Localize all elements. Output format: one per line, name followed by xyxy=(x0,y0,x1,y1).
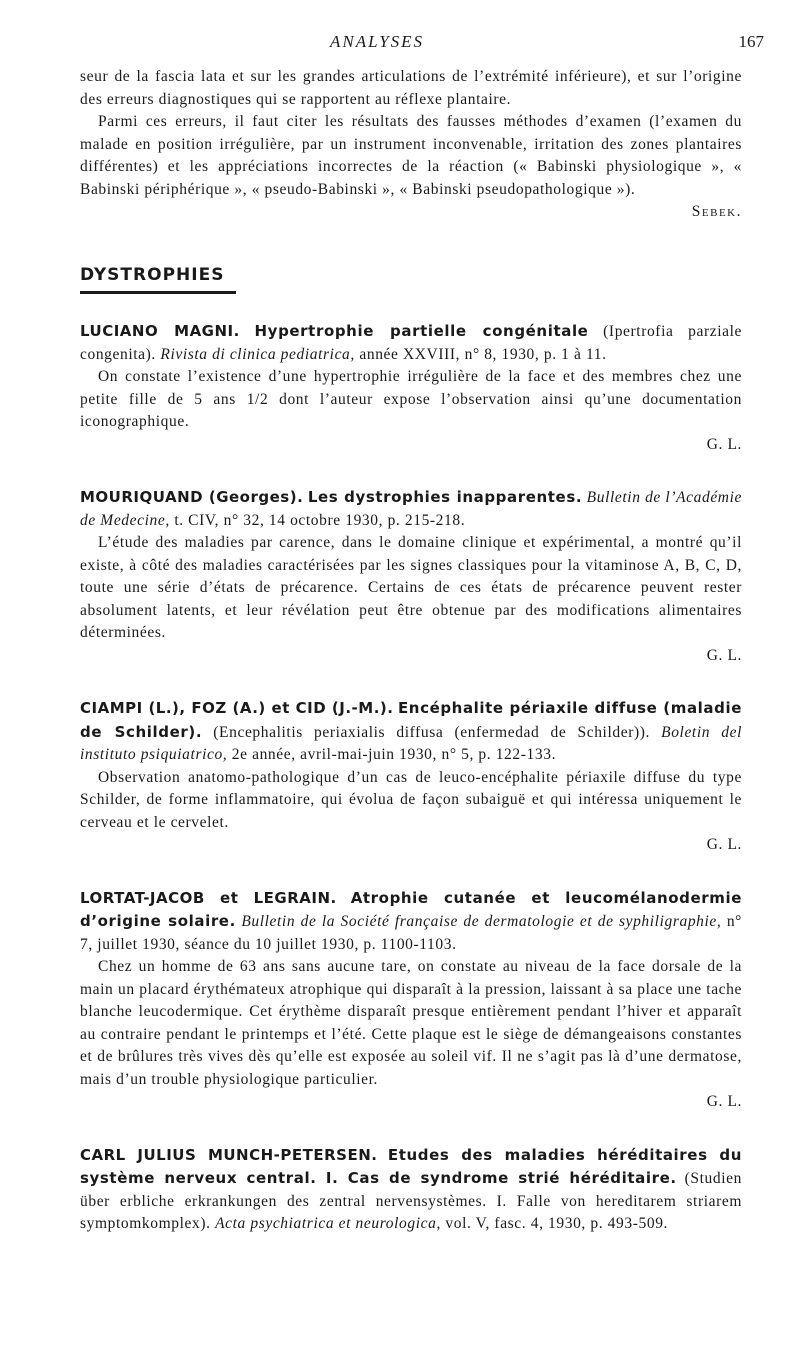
abstract-entry xyxy=(80,486,742,667)
entry-original-title: (Studien über erbliche erkrankungen des zentral nervensystèmes. I. Falle von hereditarem striarem symptomkomplex). xyxy=(80,1170,742,1232)
intro-paragraph: seur de la fascia lata et sur les grandes articulations de l’extrémité inférieure), et sur l’origine des erreurs diagnostiques qui se rapportent au réflexe plantaire. xyxy=(80,68,742,108)
entry-citation: vol. V, fasc. 4, 1930, p. 493-509. xyxy=(445,1215,669,1232)
page-number: 167 xyxy=(738,32,764,51)
abstract-entry xyxy=(80,320,742,456)
entry-heading xyxy=(80,320,742,366)
review-signature: G. L. xyxy=(706,836,742,853)
abstract-entry xyxy=(80,1144,742,1236)
review-signature: G. L. xyxy=(706,1093,742,1110)
entry-citation: n° 7, juillet 1930, séance du 10 juillet 1930, p. 1100-1103. xyxy=(80,913,742,953)
abstract-entry xyxy=(80,697,742,857)
running-title: ANALYSES xyxy=(330,32,425,51)
entry-authors: CARL JULIUS MUNCH-PETERSEN. xyxy=(80,1145,378,1164)
review-signature: Sebek. xyxy=(691,203,742,220)
entry-citation: 2e année, avril-mai-juin 1930, n° 5, p. 122-133. xyxy=(231,746,557,763)
section-title: DYSTROPHIES xyxy=(80,264,225,285)
entry-title: Atrophie cutanée et leucomélanodermie d’origine solaire. xyxy=(80,888,742,930)
entry-journal: Acta psychiatrica et neurologica, xyxy=(215,1215,441,1232)
entry-journal: Rivista di clinica pediatrica, xyxy=(160,345,355,363)
entry-original-title: (Encephalitis periaxialis diffusa (enfermedad de Schilder)). xyxy=(213,723,650,741)
intro-paragraph: Parmi ces erreurs, il faut citer les résultats des fausses méthodes d’examen (l’examen du malade en position irrégulière, par un instrument inconvenable, irritation des zones plantaires différentes) et les appréciations incorrectes de la réaction (« Babinski physiologique », « Babinski périphérique », « pseudo-Babinski », « Babinski pseudopathologique »). xyxy=(80,113,742,198)
entry-body: Observation anatomo-pathologique d’un cas de leuco-encéphalite périaxile diffuse du type Schilder, de forme inflammatoire, qui évolua de façon subaiguë et qui intéressa uniquement le cerveau et le cervelet. xyxy=(80,768,742,831)
review-signature: G. L. xyxy=(706,435,742,453)
entry-title: Hypertrophie partielle congénitale xyxy=(254,322,589,340)
entry-citation: année XXVIII, n° 8, 1930, p. 1 à 11. xyxy=(359,345,607,363)
entry-citation: t. CIV, n° 32, 14 octobre 1930, p. 215-218. xyxy=(174,511,466,529)
entry-authors: LUCIANO MAGNI. xyxy=(80,322,240,340)
abstract-entry xyxy=(80,887,742,1114)
entry-authors: MOURIQUAND (Georges). xyxy=(80,488,304,506)
section-rule xyxy=(80,291,236,294)
entry-body: L’étude des maladies par carence, dans le domaine clinique et expérimental, a montré qu’il existe, à côté des maladies caractérisées par les signes classiques pour la vitaminose A, B, C, D, toute une série d’états de précarence. Certains de ces états de précarence peuvent rester absolument latents, et leur révélation peut être obtenue par des modifications alimentaires déterminées. xyxy=(80,534,742,641)
entry-body: On constate l’existence d’une hypertrophie irrégulière de la face et des membres chez une petite fille de 5 ans 1/2 dont l’auteur expose l’observation ainsi qu’une documentation iconographique. xyxy=(80,368,742,430)
entry-title: Etudes des maladies héréditaires du système nerveux central. I. Cas de syndrome strié héréditaire. xyxy=(80,1145,742,1187)
entry-journal: Bulletin de la Société française de dermatologie et de syphiligraphie, xyxy=(241,913,722,930)
entry-original-title: (Ipertrofia parziale congenita). xyxy=(80,323,742,363)
entry-title: Les dystrophies inapparentes. xyxy=(307,488,583,506)
entry-authors: LORTAT-JACOB et LEGRAIN. xyxy=(80,888,337,907)
entry-heading xyxy=(80,887,742,957)
entry-body: Chez un homme de 63 ans sans aucune tare, on constate au niveau de la face dorsale de la main un placard érythémateux atrophique qui disparaît à la pression, laissant à sa place une tache blanche leucodermique. Cet érythème disparaît presque entièrement pendant l’hiver et apparaît au contraire pendant le printemps et l’été. Cette plaque est le siège de démangeaisons constantes et de brûlures très vives dès qu’elle est exposée au soleil vif. Il ne s’agit pas là d’une dermatose, mais d’un trouble physiologique particulier. xyxy=(80,958,742,1088)
review-signature: G. L. xyxy=(706,646,742,664)
entry-authors: CIAMPI (L.), FOZ (A.) et CID (J.-M.). xyxy=(80,699,394,717)
entry-journal: Boletin del instituto psiquiatrico, xyxy=(80,723,742,763)
entry-title: Encéphalite périaxile diffuse (maladie de Schilder). xyxy=(80,699,742,741)
entry-heading xyxy=(80,1144,742,1236)
page-content xyxy=(80,66,742,1266)
entry-heading xyxy=(80,486,742,532)
running-head xyxy=(0,32,800,54)
entry-journal: Bulletin de l’Académie de Medecine, xyxy=(80,489,742,529)
entry-heading xyxy=(80,697,742,767)
